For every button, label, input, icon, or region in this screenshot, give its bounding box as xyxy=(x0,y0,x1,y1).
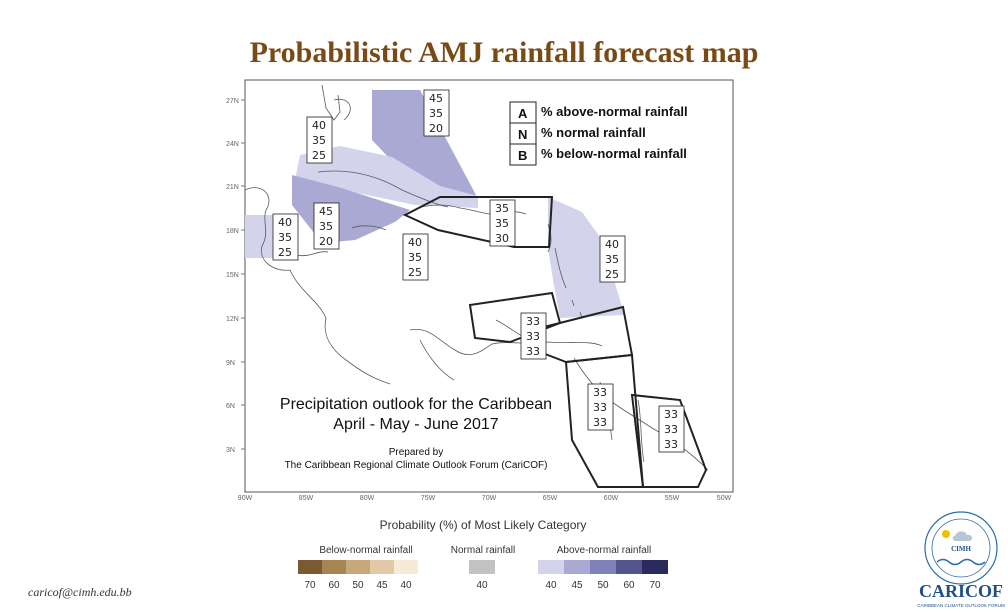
prob-above: 35 xyxy=(495,202,509,215)
colorbar-title: Probability (%) of Most Likely Category xyxy=(379,518,587,532)
prob-normal: 35 xyxy=(319,220,333,233)
prob-below: 33 xyxy=(526,345,540,358)
prob-normal: 35 xyxy=(605,253,619,266)
lon-label: 70W xyxy=(481,495,497,502)
latitude-labels xyxy=(226,98,239,454)
lat-label: 18N xyxy=(226,228,239,235)
key-letter: A xyxy=(518,106,528,121)
colorbar-tick-label: 70 xyxy=(304,580,316,591)
lon-label: 60W xyxy=(603,495,619,502)
prob-below: 33 xyxy=(593,416,607,429)
colorbar-swatch-below xyxy=(298,560,322,574)
prob-below: 25 xyxy=(408,266,422,279)
lon-label: 80W xyxy=(359,495,375,502)
key-letter: N xyxy=(518,127,528,142)
lat-label: 24N xyxy=(226,141,239,148)
colorbar-swatch-above xyxy=(642,560,668,574)
lat-label: 15N xyxy=(226,272,239,279)
prob-box-haiti xyxy=(403,234,428,280)
lat-label: 21N xyxy=(226,184,239,191)
colorbar-above-label: Above-normal rainfall xyxy=(556,545,652,556)
prob-box-cuba xyxy=(307,117,332,163)
prob-above: 45 xyxy=(319,205,333,218)
prob-above: 33 xyxy=(526,315,540,328)
colorbar-swatch-below xyxy=(322,560,346,574)
colorbar-swatch-above xyxy=(564,560,590,574)
lat-label: 12N xyxy=(226,316,239,323)
prob-below: 25 xyxy=(605,268,619,281)
lat-label: 9N xyxy=(226,360,235,367)
colorbar-tick-label: 40 xyxy=(476,580,488,591)
lon-label: 55W xyxy=(664,495,680,502)
outlook-title-line1: Precipitation outlook for the Caribbean xyxy=(279,396,553,413)
prob-normal: 33 xyxy=(664,423,678,436)
zone-belize-shading xyxy=(245,215,275,258)
colorbar-tick-label: 60 xyxy=(328,580,340,591)
prob-above: 40 xyxy=(278,216,292,229)
prob-above: 40 xyxy=(312,119,326,132)
colorbar-swatch-below xyxy=(370,560,394,574)
latitude-ticks xyxy=(241,100,245,449)
colorbar-normal-label: Normal rainfall xyxy=(450,545,516,556)
footer-email: caricof@cimh.edu.bb xyxy=(28,585,132,599)
prob-below: 25 xyxy=(312,149,326,162)
colorbar-swatch-below xyxy=(346,560,370,574)
prob-normal: 35 xyxy=(312,134,326,147)
colorbar-swatch-below xyxy=(394,560,418,574)
prob-box-belize xyxy=(273,214,298,260)
prob-below: 25 xyxy=(278,246,292,259)
prob-above: 33 xyxy=(664,408,678,421)
lon-label: 90W xyxy=(237,495,253,502)
sun-icon xyxy=(942,530,950,538)
slide-title: Probabilistic AMJ rainfall forecast map xyxy=(249,36,759,69)
lon-label: 75W xyxy=(420,495,436,502)
prob-normal: 35 xyxy=(495,217,509,230)
colorbar-swatch-above xyxy=(538,560,564,574)
prob-below: 20 xyxy=(319,235,333,248)
prob-box-guyana xyxy=(588,384,613,430)
key-text: % above-normal rainfall xyxy=(541,104,688,119)
lat-label: 27N xyxy=(226,98,239,105)
prob-box-suriname xyxy=(659,406,684,452)
prob-above: 40 xyxy=(408,236,422,249)
lon-label: 50W xyxy=(716,495,732,502)
prob-above: 33 xyxy=(593,386,607,399)
prob-below: 30 xyxy=(495,232,509,245)
prepared-by-line2: The Caribbean Regional Climate Outlook Forum (CariCOF) xyxy=(284,460,548,471)
colorbar-tick-label: 45 xyxy=(376,580,388,591)
colorbar-tick-label: 50 xyxy=(597,580,609,591)
colorbar-below-label: Below-normal rainfall xyxy=(319,545,413,556)
prepared-by-line1: Prepared by xyxy=(388,447,444,458)
prob-normal: 35 xyxy=(429,107,443,120)
prob-normal: 35 xyxy=(278,231,292,244)
lon-label: 65W xyxy=(542,495,558,502)
lat-label: 3N xyxy=(226,447,235,454)
colorbar-swatch-above xyxy=(590,560,616,574)
colorbar-tick-label: 70 xyxy=(649,580,661,591)
colorbar-tick-label: 60 xyxy=(623,580,635,591)
outlook-title-line2: April - May - June 2017 xyxy=(333,416,499,433)
prob-above: 45 xyxy=(429,92,443,105)
cimh-logo xyxy=(925,512,997,584)
cimh-logo-text: CIMH xyxy=(951,545,971,553)
colorbar-tick-label: 50 xyxy=(352,580,364,591)
colorbar-tick-label: 40 xyxy=(545,580,557,591)
colorbar-swatch-normal xyxy=(469,560,495,574)
prob-normal: 33 xyxy=(593,401,607,414)
prob-box-bahamas xyxy=(424,90,449,136)
lon-label: 85W xyxy=(298,495,314,502)
prob-below: 33 xyxy=(664,438,678,451)
colorbar-swatch-above xyxy=(616,560,642,574)
prob-normal: 35 xyxy=(408,251,422,264)
prob-box-dominican xyxy=(490,200,515,246)
key-text: % normal rainfall xyxy=(541,125,646,140)
caricof-tagline: CARIBBEAN CLIMATE OUTLOOK FORUM xyxy=(917,603,1005,608)
key-text: % below-normal rainfall xyxy=(541,146,687,161)
colorbar-tick-label: 45 xyxy=(571,580,583,591)
colorbar-tick-label: 40 xyxy=(400,580,412,591)
longitude-labels xyxy=(238,495,732,502)
prob-box-cayman xyxy=(314,203,339,249)
prob-box-lesser-antilles xyxy=(600,236,625,282)
key-letter: B xyxy=(518,148,528,163)
prob-below: 20 xyxy=(429,122,443,135)
caricof-logo-text: CARICOF xyxy=(919,581,1003,601)
colorbar-swatches xyxy=(298,560,668,591)
prob-box-abc xyxy=(521,313,546,359)
lat-label: 6N xyxy=(226,403,235,410)
prob-normal: 33 xyxy=(526,330,540,343)
prob-above: 40 xyxy=(605,238,619,251)
